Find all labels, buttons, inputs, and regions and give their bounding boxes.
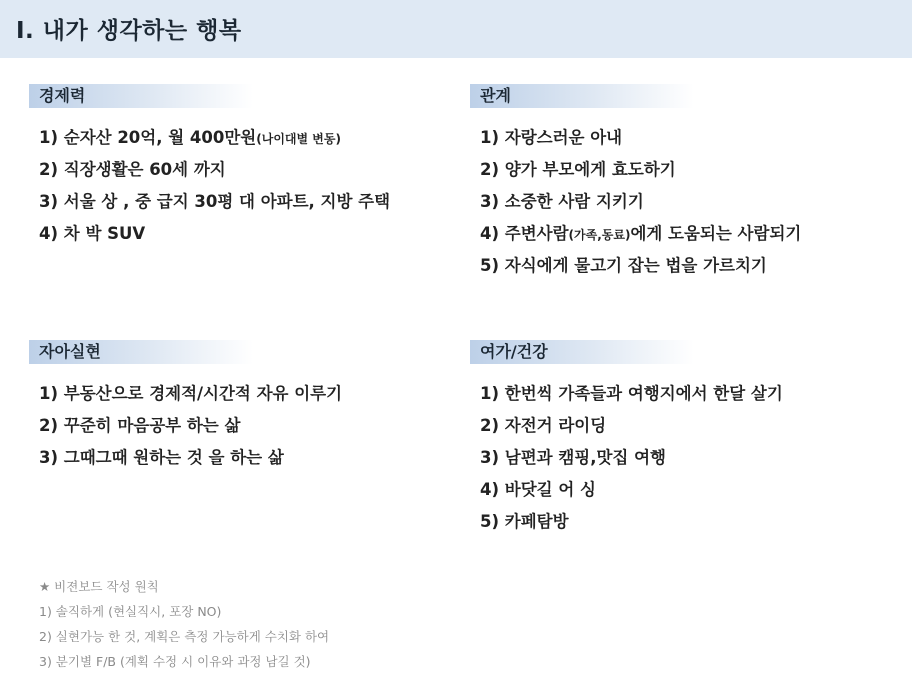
list-item — [39, 218, 390, 250]
list-item-text: 2) 양가 부모에게 효도하기 — [480, 160, 676, 179]
list-item — [480, 154, 801, 186]
list-item — [480, 474, 783, 506]
list-item-text-tail: 에게 도움되는 사람되기 — [630, 224, 802, 243]
list-item-text: 4) 바닷길 어 싱 — [480, 480, 596, 499]
section-leisure-health — [470, 340, 783, 538]
list-item-text: 2) 직장생활은 60세 까지 — [39, 160, 226, 179]
list-item-text: 5) 자식에게 물고기 잡는 법을 가르치기 — [480, 256, 767, 275]
list-item-text: 5) 카페탐방 — [480, 512, 569, 531]
list-item — [480, 506, 783, 538]
list-item-text: 2) 꾸준히 마음공부 하는 삶 — [39, 416, 241, 435]
list-item — [39, 154, 390, 186]
economy-list — [29, 122, 390, 250]
relation-list — [470, 122, 801, 282]
list-item-note: (가족,동료) — [568, 228, 631, 242]
principles-title: ★ 비젼보드 작성 원칙 — [39, 579, 159, 594]
title-bar — [0, 0, 912, 58]
list-item — [480, 250, 801, 282]
principles-notes — [39, 574, 329, 674]
list-item — [39, 410, 342, 442]
list-item-text: 1) 부동산으로 경제적/시간적 자유 이루기 — [39, 384, 343, 403]
section-relation — [470, 84, 801, 282]
list-item-text: 4) 주변사람 — [480, 224, 569, 243]
principle-line: 2) 실현가능 한 것, 계획은 측정 가능하게 수치화 하여 — [39, 629, 330, 644]
list-item — [480, 186, 801, 218]
list-item-text: 3) 그때그때 원하는 것 을 하는 삶 — [39, 448, 284, 467]
list-item-text: 2) 자전거 라이딩 — [480, 416, 607, 435]
principle-line: 1) 솔직하게 (현실직시, 포장 NO) — [39, 604, 222, 619]
list-item — [39, 122, 390, 154]
list-item — [480, 442, 783, 474]
section-label-economy: 경제력 — [29, 84, 253, 108]
list-item — [480, 410, 783, 442]
list-item — [480, 378, 783, 410]
principle-line: 3) 분기별 F/B (계획 수정 시 이유와 과정 남길 것) — [39, 654, 311, 669]
page-title: I. 내가 생각하는 행복 — [16, 18, 242, 44]
list-item-note: (나이대별 변동) — [256, 132, 341, 146]
list-item — [480, 122, 801, 154]
list-item — [39, 186, 390, 218]
section-label-self-realization: 자아실현 — [29, 340, 253, 364]
list-item-text: 3) 남편과 캠핑,맛집 여행 — [480, 448, 666, 467]
list-item-text: 3) 소중한 사람 지키기 — [480, 192, 644, 211]
self-realization-list — [29, 378, 342, 474]
list-item — [39, 442, 342, 474]
list-item — [480, 218, 801, 250]
list-item-text: 4) 차 박 SUV — [39, 224, 146, 243]
section-label-leisure-health: 여가/건강 — [470, 340, 694, 364]
section-economy — [29, 84, 390, 250]
list-item-text: 1) 순자산 20억, 월 400만원 — [39, 128, 257, 147]
section-self-realization — [29, 340, 342, 474]
list-item — [39, 378, 342, 410]
list-item-text: 3) 서울 상 , 중 급지 30평 대 아파트, 지방 주택 — [39, 192, 391, 211]
list-item-text: 1) 자랑스러운 아내 — [480, 128, 623, 147]
leisure-health-list — [470, 378, 783, 538]
section-label-relation: 관계 — [470, 84, 694, 108]
list-item-text: 1) 한번씩 가족들과 여행지에서 한달 살기 — [480, 384, 783, 403]
